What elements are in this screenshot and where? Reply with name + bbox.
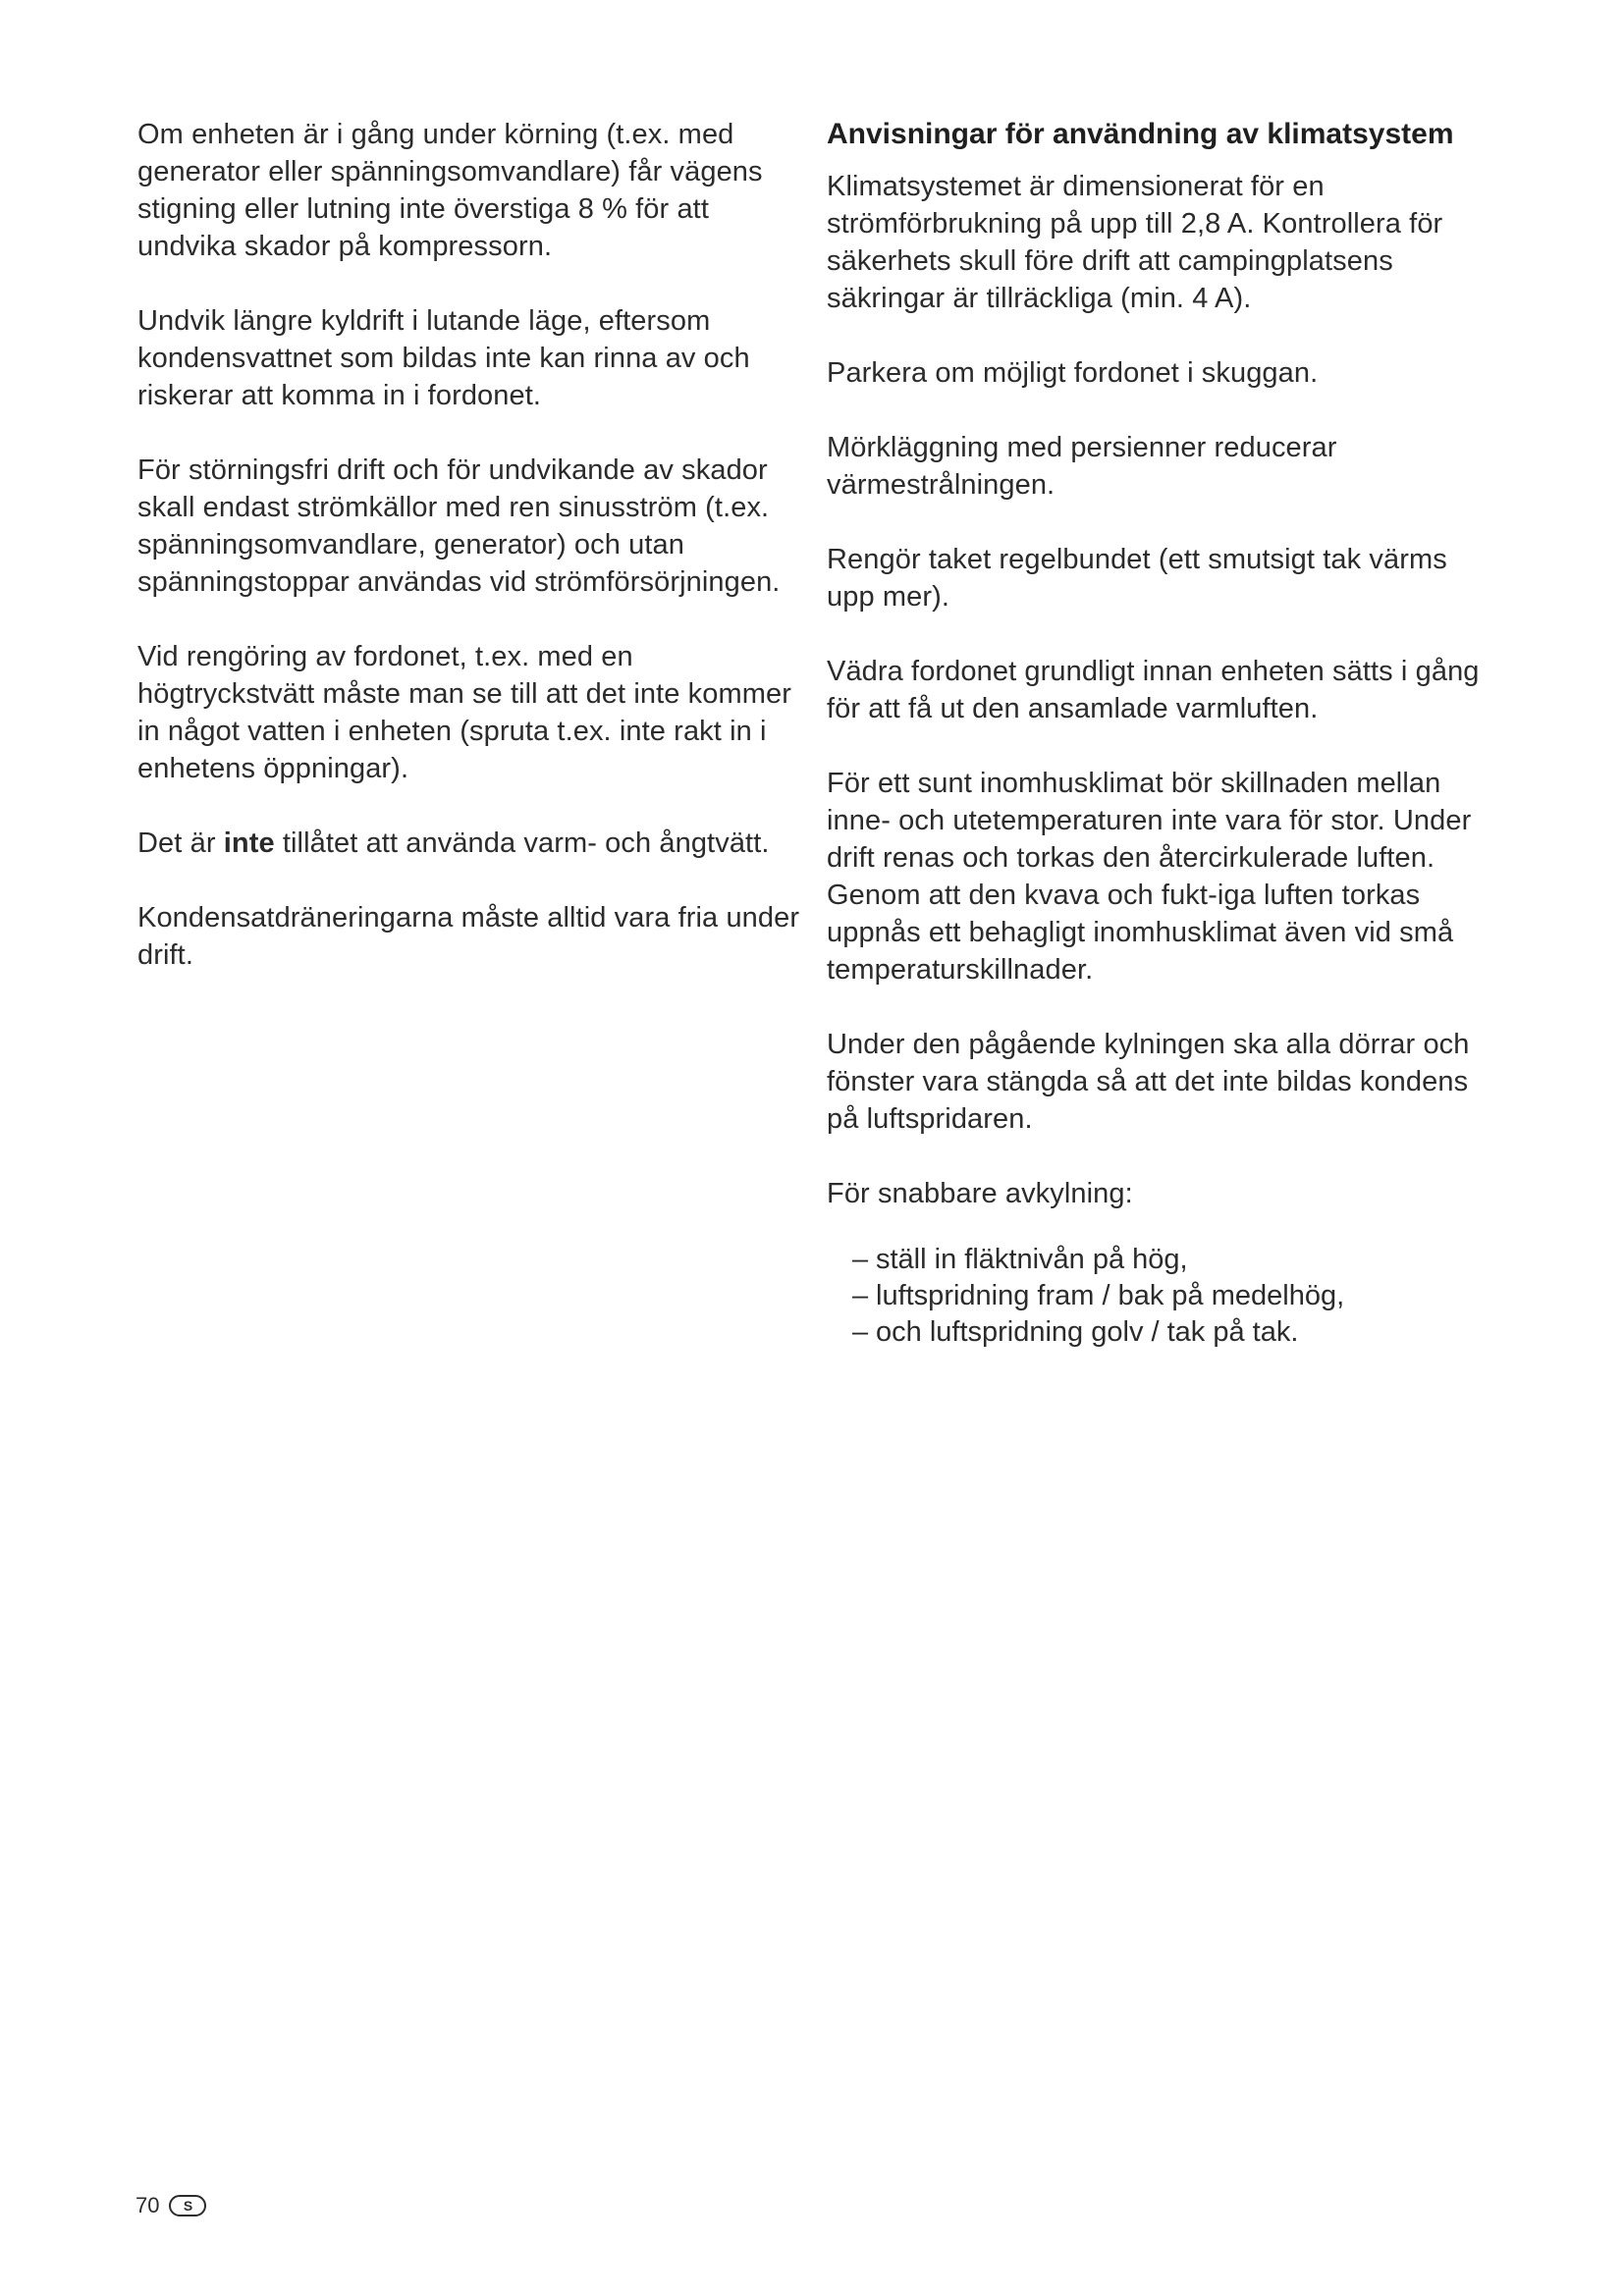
paragraph-doors-windows: Under den pågående kylningen ska alla dörrar och fönster vara stängda så att det inte bildas kondens på luftspridaren. <box>827 1029 1470 1135</box>
warning-text-before: Det är <box>137 828 224 859</box>
left-column <box>137 116 805 1011</box>
right-column <box>827 116 1494 1351</box>
cooling-tips-list <box>827 1242 1494 1351</box>
list-marker: – <box>852 1280 869 1311</box>
paragraph-power-source: För störningsfri drift och för undvikande av skador skall endast strömkällor med ren sinusström (t.ex. spänningsomvandlare, generator) och utan spänningstoppar användas vid strömförsörjningen. <box>137 454 781 598</box>
list-marker: – <box>852 1244 869 1275</box>
list-item <box>852 1278 1494 1314</box>
paragraph-sloped-cooling: Undvik längre kyldrift i lutande läge, eftersom kondensvattnet som bildas inte kan rinna av och riskerar att komma in i fordonet. <box>137 305 750 411</box>
paragraph-park-shade: Parkera om möjligt fordonet i skuggan. <box>827 357 1319 389</box>
language-badge: S <box>169 2195 206 2216</box>
paragraph-condensate-drains: Kondensatdräneringarna måste alltid vara fria under drift. <box>137 902 800 971</box>
list-item <box>852 1314 1494 1351</box>
paragraph-driving-incline: Om enheten är i gång under körning (t.ex. med generator eller spänningsomvandlare) får vägens stigning eller lutning inte överstiga 8 % för att undvika skador på kompressorn. <box>137 119 763 262</box>
paragraph-blinds: Mörkläggning med persienner reducerar värmestrålningen. <box>827 432 1337 501</box>
page-footer <box>135 2192 206 2219</box>
paragraph-clean-roof: Rengör taket regelbundet (ett smutsigt tak värms upp mer). <box>827 544 1447 613</box>
paragraph-faster-cooling: För snabbare avkylning: <box>827 1178 1133 1209</box>
list-item-text: luftspridning fram / bak på medelhög, <box>876 1280 1345 1311</box>
page-number: 70 <box>135 2193 160 2217</box>
warning-text-after: tillåtet att använda varm- och ångtvätt. <box>274 828 770 859</box>
list-marker: – <box>852 1316 869 1348</box>
paragraph-steam-wash-warning <box>137 825 805 862</box>
paragraph-indoor-climate: För ett sunt inomhusklimat bör skillnaden mellan inne- och utetemperaturen inte vara för stor. Under drift renas och torkas den återcirkulerade luften. Genom att den kvava och fukt-iga luften torkas uppnås ett behagligt inomhusklimat även vid små temperaturskillnader. <box>827 768 1472 986</box>
paragraph-pressure-washing: Vid rengöring av fordonet, t.ex. med en högtryckstvätt måste man se till att det inte kommer in något vatten i enheten (spruta t.ex. inte rakt in i enhetens öppningar). <box>137 641 791 784</box>
paragraph-ventilate: Vädra fordonet grundligt innan enheten sätts i gång för att få ut den ansamlade varmluften. <box>827 656 1480 724</box>
paragraph-power-consumption: Klimatsystemet är dimensionerat för en strömförbrukning på upp till 2,8 A. Kontrollera för säkerhets skull före drift att campingplatsens säkringar är tillräckliga (min. 4 A). <box>827 171 1443 314</box>
list-item-text: och luftspridning golv / tak på tak. <box>876 1316 1299 1348</box>
section-heading: Anvisningar för användning av klimatsystem <box>827 118 1454 150</box>
list-item-text: ställ in fläktnivån på hög, <box>876 1244 1188 1275</box>
warning-emphasis: inte <box>223 828 275 859</box>
list-item <box>852 1242 1494 1278</box>
